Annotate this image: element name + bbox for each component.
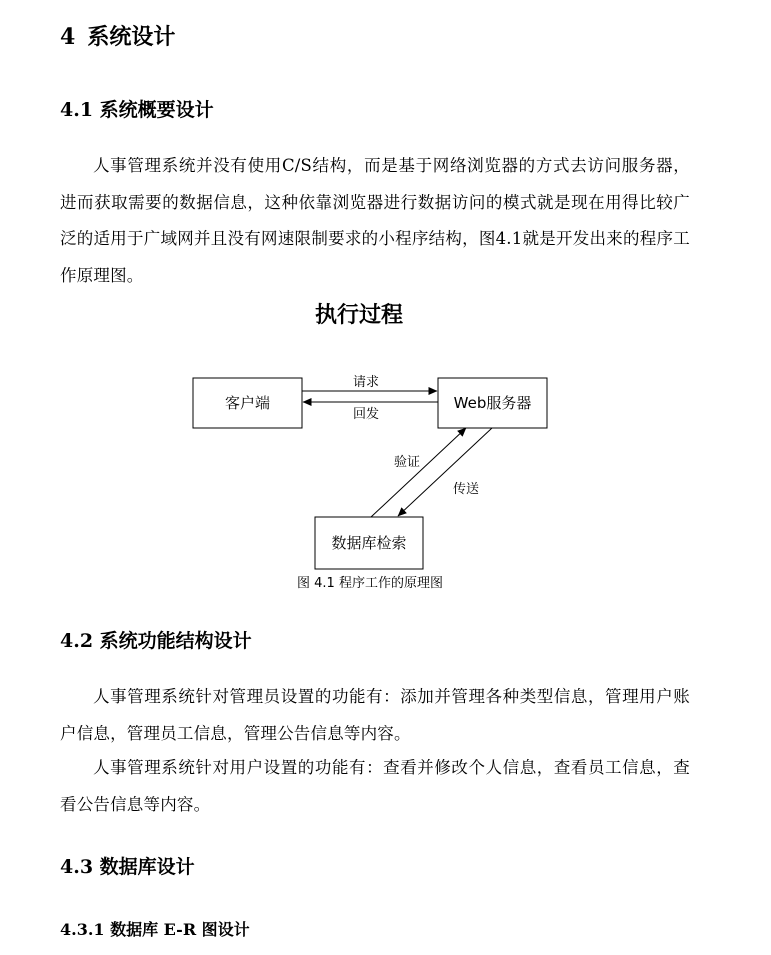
process-diagram xyxy=(0,290,771,610)
verify-arrow xyxy=(371,428,466,517)
transmit-arrow xyxy=(398,428,492,516)
chapter-heading xyxy=(60,20,175,51)
section-4-2-paragraph-2: 人事管理系统针对用户设置的功能有：查看并修改个人信息，查看员工信息，查看公告信息等内容。 xyxy=(60,758,690,814)
request-label: 请求 xyxy=(352,375,380,390)
web-server-label: Web服务器 xyxy=(453,394,532,412)
subsection-heading-4-3-1: 4.3.1 数据库 E-R 图设计 xyxy=(60,920,250,939)
chapter-title: 系统设计 xyxy=(87,24,176,50)
figure-title: 执行过程 xyxy=(314,303,404,328)
transmit-label: 传送 xyxy=(452,482,480,497)
client-label: 客户端 xyxy=(224,394,271,412)
section-heading-4-2: 4.2 系统功能结构设计 xyxy=(60,630,252,652)
figure-caption: 图 4.1 程序工作的原理图 xyxy=(297,576,443,591)
section-heading-4-1: 4.1 系统概要设计 xyxy=(60,99,214,121)
section-heading-4-3: 4.3 数据库设计 xyxy=(60,856,195,878)
section-4-1-paragraph: 人事管理系统并没有使用C/S结构，而是基于网络浏览器的方式去访问服务器，进而获取需要的数据信息，这种依靠浏览器进行数据访问的模式就是现在用得比较广泛的适用于广域网并且没有网速限制要求的小程序结构，图4.1就是开发出来的程序工作原理图。 xyxy=(60,156,690,286)
chapter-number: 4 xyxy=(60,24,76,50)
database-label: 数据库检索 xyxy=(331,534,407,552)
verify-label: 验证 xyxy=(393,455,421,470)
reply-label: 回发 xyxy=(352,407,380,422)
section-4-2-paragraph-1: 人事管理系统针对管理员设置的功能有：添加并管理各种类型信息，管理用户账户信息，管理员工信息，管理公告信息等内容。 xyxy=(60,687,690,743)
